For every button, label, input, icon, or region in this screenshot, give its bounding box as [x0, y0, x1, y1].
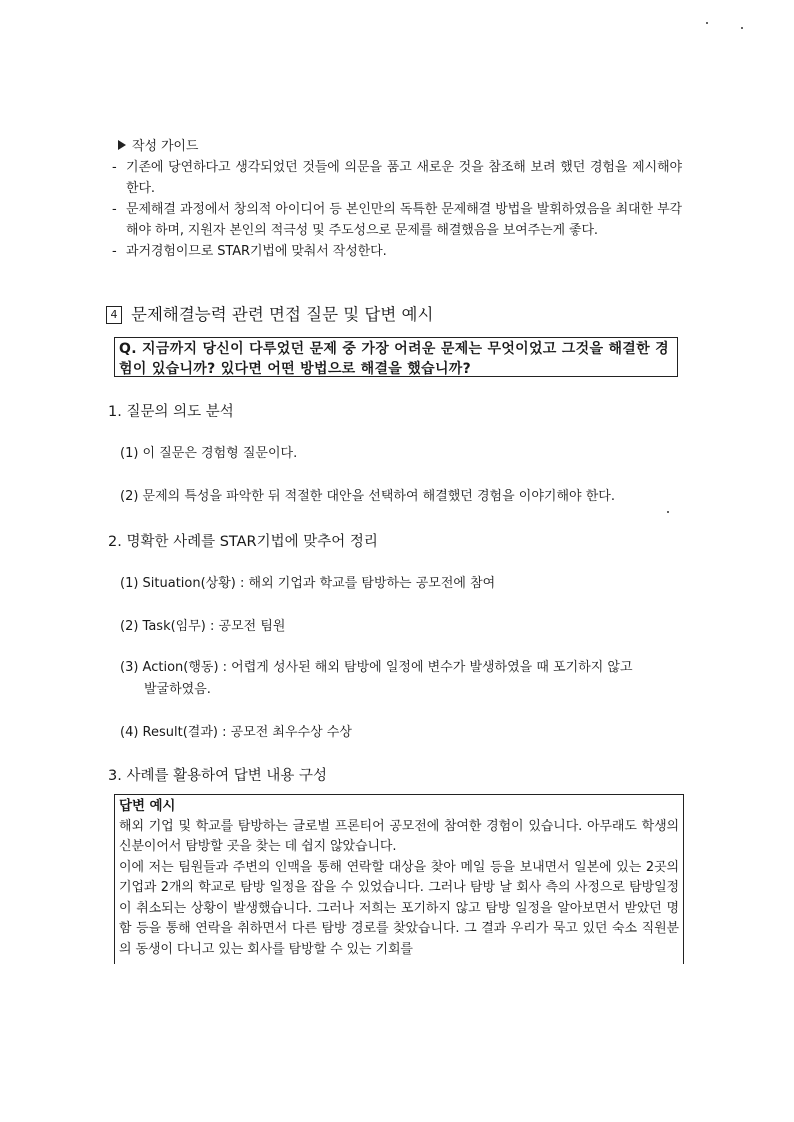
scan-speck — [667, 511, 669, 513]
answer-paragraph: 해외 기업 및 학교를 탐방하는 글로벌 프론티어 공모전에 참여한 경험이 있습니다. 아무래도 학생의 신분이어서 탐방할 곳을 찾는 데 쉽지 않았습니다. — [119, 818, 679, 854]
scan-speck — [741, 27, 743, 29]
list-item: (3) Action(행동) : 어렵게 성사된 해외 탐방에 일정에 변수가 발생하였을 때 포기하지 않고 발굴하였음. — [120, 660, 633, 697]
list-item: (1) 이 질문은 경험형 질문이다. — [120, 446, 298, 461]
part2-heading: 2. 명확한 사례를 STAR기법에 맞추어 정리 — [108, 534, 378, 550]
section-number-box: 4 — [106, 306, 122, 324]
writing-guide — [112, 136, 682, 262]
guide-title: 작성 가이드 — [118, 136, 682, 157]
list-item: (4) Result(결과) : 공모전 최우수상 수상 — [120, 725, 352, 740]
list-item: (2) 문제의 특성을 파악한 뒤 적절한 대안을 선택하여 해결했던 경험을 이야기해야 한다. — [120, 489, 615, 504]
answer-title: 답변 예시 — [119, 798, 176, 814]
answer-paragraph: 이에 저는 팀원들과 주변의 인맥을 통해 연락할 대상을 찾아 메일 등을 보내면서 일본에 있는 2곳의 기업과 2개의 학교로 탐방 일정을 잡을 수 있었습니다. 그러나 탐방 날 회사 측의 사정으로 탐방일정이 취소되는 상황이 발생했습니다. 그러나 저희는 포기하지 않고 탐방 일정을 알아보면서 받았던 명함 등을 통해 연락을 취하면서 다른 탐방 경로를 찾았습니다. 그 결과 우리가 묵고 있던 숙소 직원분의 동생이 다니고 있는 회사를 탐방할 수 있는 기회를 — [119, 859, 679, 957]
list-item: (2) Task(임무) : 공모전 팀원 — [120, 619, 286, 634]
guide-bullet: - 기존에 당연하다고 생각되었던 것들에 의문을 품고 새로운 것을 참조해 보려 했던 경험을 제시해야 한다. — [112, 160, 682, 196]
section-heading — [106, 304, 433, 326]
section-title: 문제해결능력 관련 면접 질문 및 답변 예시 — [131, 305, 434, 324]
triangle-bullet-icon — [118, 140, 126, 150]
question-box — [114, 337, 678, 377]
scan-speck — [706, 22, 708, 24]
part3-heading: 3. 사례를 활용하여 답변 내용 구성 — [108, 768, 327, 784]
question-text: Q. 지금까지 당신이 다루었던 문제 중 가장 어려운 문제는 무엇이었고 그것을 해결한 경험이 있습니까? 있다면 어떤 방법으로 해결을 했습니까? — [119, 341, 669, 377]
list-item: (1) Situation(상황) : 해외 기업과 학교를 탐방하는 공모전에 참여 — [120, 576, 496, 591]
answer-example-box — [114, 794, 684, 964]
guide-bullet: - 과거경험이므로 STAR기법에 맞춰서 작성한다. — [112, 244, 387, 259]
guide-bullet: - 문제해결 과정에서 창의적 아이디어 등 본인만의 독특한 문제해결 방법을 발휘하였음을 최대한 부각해야 하며, 지원자 본인의 적극성 및 주도성으로 문제를 해결했음을 보여주는게 좋다. — [112, 202, 682, 238]
part1-heading: 1. 질문의 의도 분석 — [108, 404, 234, 420]
